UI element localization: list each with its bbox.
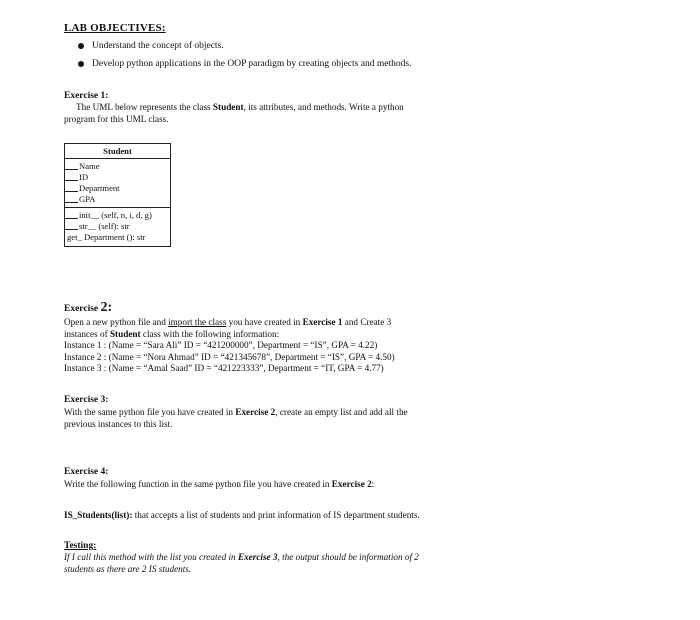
exercise2-description [64,317,494,375]
exercise4-title: Exercise 4: [64,467,109,477]
exercise3-title: Exercise 3: [64,395,109,405]
exercise1-line1: The UML below represents the class Student, its attributes, and methods. Write a python [76,102,404,112]
uml-attributes [65,159,170,208]
objective-text: Develop python applications in the OOP paradigm by creating objects and methods. [92,59,412,69]
exercise1-description [64,102,484,125]
uml-attribute: GPA [65,194,170,205]
bullet-icon [78,43,84,49]
testing-line2: students as there are 2 IS students. [64,563,192,574]
instance-line: Instance 3 : (Name = “Amal Saad” ID = “421223333”, Department = “IT, GPA = 4.77) [64,363,384,373]
instance-line: Instance 2 : (Name = “Nora Ahmad” ID = “421345678”, Department = “IS”, GPA = 4.50) [64,351,395,362]
testing-description [64,552,494,575]
exercise2-line1: Open a new python file and import the class you have created in Exercise 1 and Create 3 [64,317,392,327]
bullet-icon [78,61,84,67]
exercise2-title: Exercise 2: [64,300,113,315]
exercise2-line2: instances of Student class with the following information: [64,328,280,339]
uml-method: str__ (self): str [65,221,170,232]
objective-text: Understand the concept of objects. [92,41,224,51]
function-name: IS_Students(list): [64,510,133,520]
uml-attribute: ID [65,172,170,183]
exercise4-description: Write the following function in the same python file you have created in Exercise 2: [64,479,375,489]
uml-class-diagram [64,143,171,247]
exercise3-line2: previous instances to this list. [64,418,173,429]
function-spec [64,510,504,522]
uml-methods [65,208,170,246]
function-description: that accepts a list of students and print information of IS department students. [132,510,420,520]
exercise3-line1: With the same python file you have created in Exercise 2, create an empty list and add all the [64,407,408,417]
uml-method: init__ (self, n, i, d, g) [65,210,170,221]
uml-class-name: Student [65,144,170,159]
exercise1-title: Exercise 1: [64,91,109,101]
testing-title: Testing: [64,541,97,551]
objective-item [78,40,411,58]
exercise1-line2: program for this UML class. [64,113,169,124]
uml-attribute: Name [65,161,170,172]
exercise3-description [64,407,494,430]
lab-objectives-heading: LAB OBJECTIVES: [64,22,166,34]
objective-item [78,58,411,76]
objectives-list [78,40,411,76]
testing-line1: If I call this method with the list you created in Exercise 3, the output should be information of 2 [64,552,419,562]
instance-line: Instance 1 : (Name = “Sara Ali” ID = “421200000”, Department = “IS”, GPA = 4.22) [64,340,378,350]
uml-attribute: Department [65,183,170,194]
uml-method: get_ Department (): str [67,232,146,242]
